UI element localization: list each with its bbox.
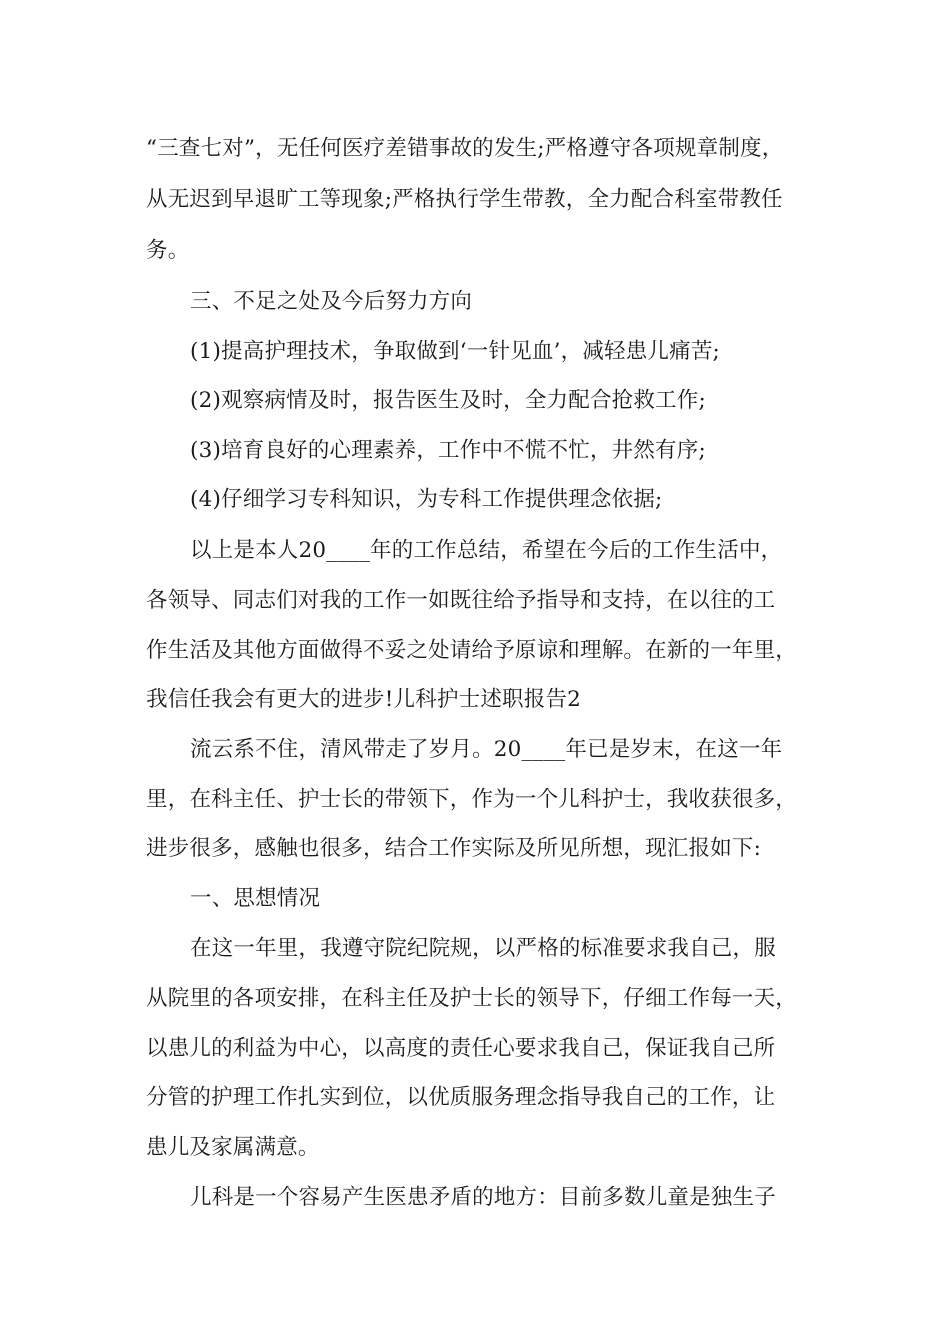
paragraph-line: 里，在科主任、护士长的带领下，作为一个儿科护士，我收获很多，: [146, 787, 798, 812]
paragraph-line: 流云系不住，清风带走了岁月。20____年已是岁末，在这一年: [190, 737, 783, 762]
paragraph-line: 分管的护理工作扎实到位，以优质服务理念指导我自己的工作，让: [146, 1085, 776, 1110]
paragraph-line: 从无迟到早退旷工等现象;严格执行学生带教，全力配合科室带教任: [146, 187, 783, 212]
paragraph-line: 以患儿的利益为中心，以高度的责任心要求我自己，保证我自己所: [146, 1036, 776, 1061]
paragraph-line: “三查七对”，无任何医疗差错事故的发生;严格遵守各项规章制度，: [146, 136, 784, 161]
paragraph-line: 患儿及家属满意。: [146, 1135, 320, 1160]
paragraph-line: 以上是本人20____年的工作总结，希望在今后的工作生活中，: [190, 538, 783, 563]
section-heading: 一、思想情况: [190, 886, 321, 911]
list-item: (4)仔细学习专科知识，为专科工作提供理念依据;: [190, 487, 663, 512]
list-item: (1)提高护理技术，争取做到‘一针见血’，减轻患儿痛苦;: [190, 339, 720, 364]
list-item: (2)观察病情及时，报告医生及时，全力配合抢救工作;: [190, 388, 706, 413]
paragraph-line: 作生活及其他方面做得不妥之处请给予原谅和理解。在新的一年里，: [146, 638, 798, 663]
paragraph-line: 儿科是一个容易产生医患矛盾的地方：目前多数儿童是独生子: [190, 1185, 776, 1210]
paragraph-line: 进步很多，感触也很多，结合工作实际及所见所想，现汇报如下:: [146, 836, 762, 861]
paragraph-line: 在这一年里，我遵守院纪院规，以严格的标准要求我自己，服: [190, 936, 776, 961]
paragraph-line: 我信任我会有更大的进步!儿科护士述职报告2: [146, 687, 582, 712]
paragraph-line: 从院里的各项安排，在科主任及护士长的领导下，仔细工作每一天，: [146, 986, 798, 1011]
section-heading: 三、不足之处及今后努力方向: [190, 289, 473, 314]
list-item: (3)培育良好的心理素养，工作中不慌不忙，井然有序;: [190, 438, 706, 463]
paragraph-line: 各领导、同志们对我的工作一如既往给予指导和支持，在以往的工: [146, 588, 776, 613]
paragraph-line: 务。: [146, 238, 190, 263]
